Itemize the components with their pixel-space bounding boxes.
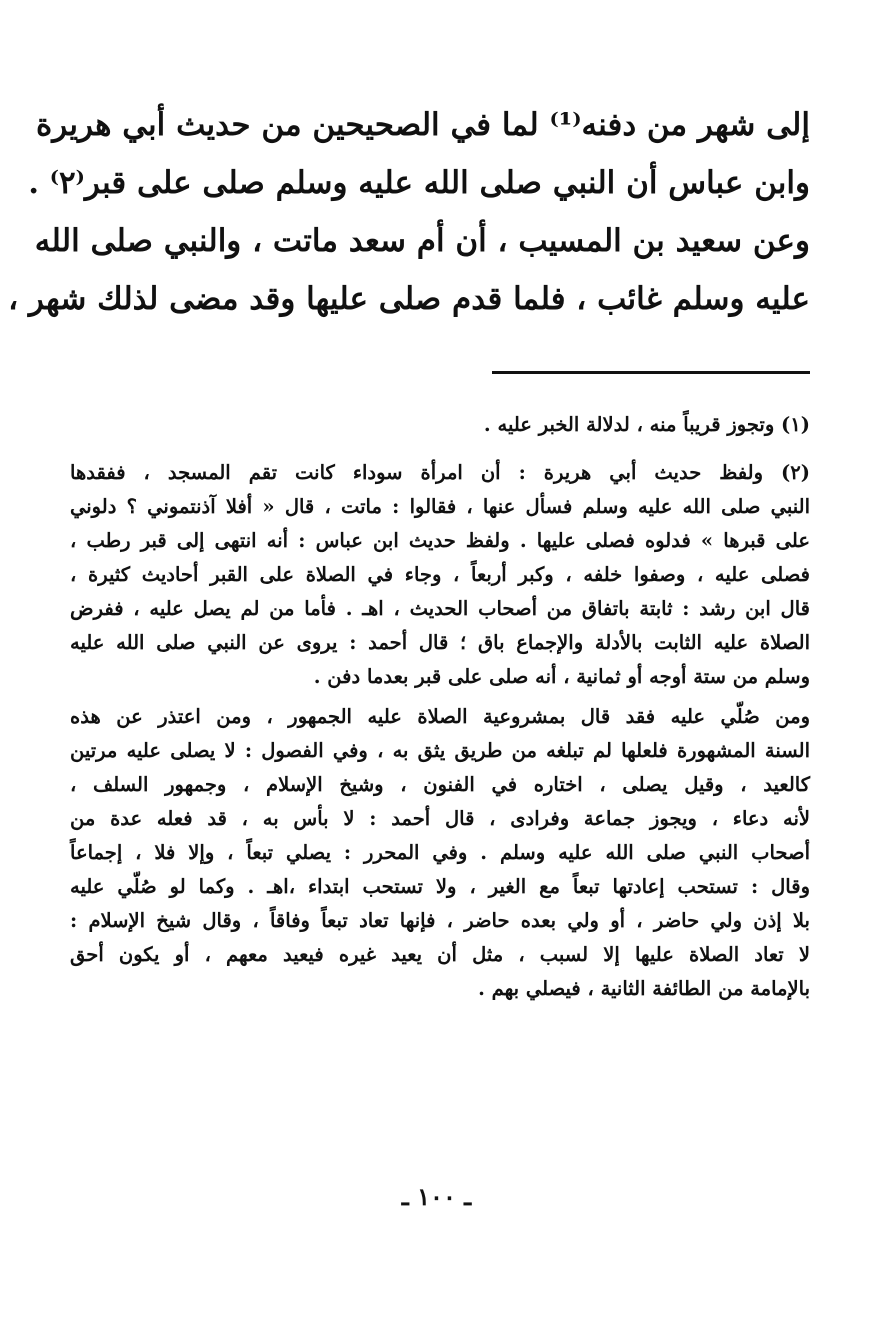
main-text-block xyxy=(8,96,810,328)
footnote-2-line: وسلم من ستة أوجه أو ثمانية ، أنه صلى على قبر بعدما دفن . xyxy=(313,665,810,688)
footnote-continuation-line: لأنه دعاء ، ويجوز جماعة وفرادى ، قال أحمد : لا بأس به ، قد فعله عدة من xyxy=(70,807,810,830)
footnote-continuation-line: أصحاب النبي صلى الله عليه وسلم . وفي المحرر : يصلي تبعاً ، وإلا فلا ، إجماعاً xyxy=(70,841,810,864)
footnote-continuation-line: بلا إذن ولي حاضر ، أو ولي بعده حاضر ، فإنها تعاد تبعاً وفاقاً ، وقال شيخ الإسلام : xyxy=(70,909,810,932)
footnote-1: (١) وتجوز قريباً منه ، لدلالة الخبر عليه . xyxy=(483,413,810,436)
main-text-line: وابن عباس أن النبي صلى الله عليه وسلم صلى على قبر⁽٢⁾ . xyxy=(28,165,810,201)
footnote-2-line: النبي صلى الله عليه وسلم فسأل عنها ، فقالوا : ماتت ، قال « أفلا آذنتموني ؟ دلوني xyxy=(70,495,810,518)
main-text-line: وعن سعيد بن المسيب ، أن أم سعد ماتت ، والنبي صلى الله xyxy=(34,223,810,259)
footnote-continuation-line: كالعيد ، وقيل يصلى ، اختاره في الفنون ، وشيخ الإسلام ، وجمهور السلف ، xyxy=(70,773,810,796)
footnote-continuation-line: السنة المشهورة فلعلها لم تبلغه من طريق يثق به ، وفي الفصول : لا يصلى عليه مرتين xyxy=(70,739,810,762)
footnote-continuation-line: وقال : تستحب إعادتها تبعاً مع الغير ، ولا تستحب ابتداء ،اهـ . وكما لو صُلّي عليه xyxy=(70,875,810,898)
footnote-divider xyxy=(492,371,810,374)
footnote-continuation-line: لا تعاد الصلاة عليها إلا لسبب ، مثل أن يعيد غيره فيعيد معهم ، أو يكون أحق xyxy=(70,943,810,966)
footnote-continuation-line: ومن صُلّي عليه فقد قال بمشروعية الصلاة عليه الجمهور ، ومن اعتذر عن هذه xyxy=(70,705,810,728)
footnote-2-line: الصلاة عليه الثابت بالأدلة والإجماع باق ؛ قال أحمد : يروى عن النبي صلى الله عليه xyxy=(70,631,810,654)
footnote-continuation-line: بالإمامة من الطائفة الثانية ، فيصلي بهم . xyxy=(478,977,810,1000)
main-text-line: إلى شهر من دفنه⁽¹⁾ لما في الصحيحين من حديث أبي هريرة xyxy=(36,107,810,143)
footnotes-block xyxy=(70,408,810,1006)
footnote-spacer xyxy=(70,442,810,456)
footnote-2-line: قال ابن رشد : ثابتة باتفاق من أصحاب الحديث ، اهـ . فأما من لم يصل عليه ، ففرض xyxy=(70,597,810,620)
footnote-2-line: فصلى عليه ، وصفوا خلفه ، وكبر أربعاً ، وجاء في الصلاة على القبر أحاديث كثيرة ، xyxy=(70,563,810,586)
footnote-2-line: على قبرها » فدلوه فصلى عليها . ولفظ حديث ابن عباس : أنه انتهى إلى قبر رطب ، xyxy=(70,529,810,552)
footnote-2-line: (٢) ولفظ حديث أبي هريرة : أن امرأة سوداء كانت تقم المسجد ، ففقدها xyxy=(70,461,810,484)
main-text-line: عليه وسلم غائب ، فلما قدم صلى عليها وقد مضى لذلك شهر ، xyxy=(8,281,810,317)
page-number: ـ ١٠٠ ـ xyxy=(401,1182,472,1211)
